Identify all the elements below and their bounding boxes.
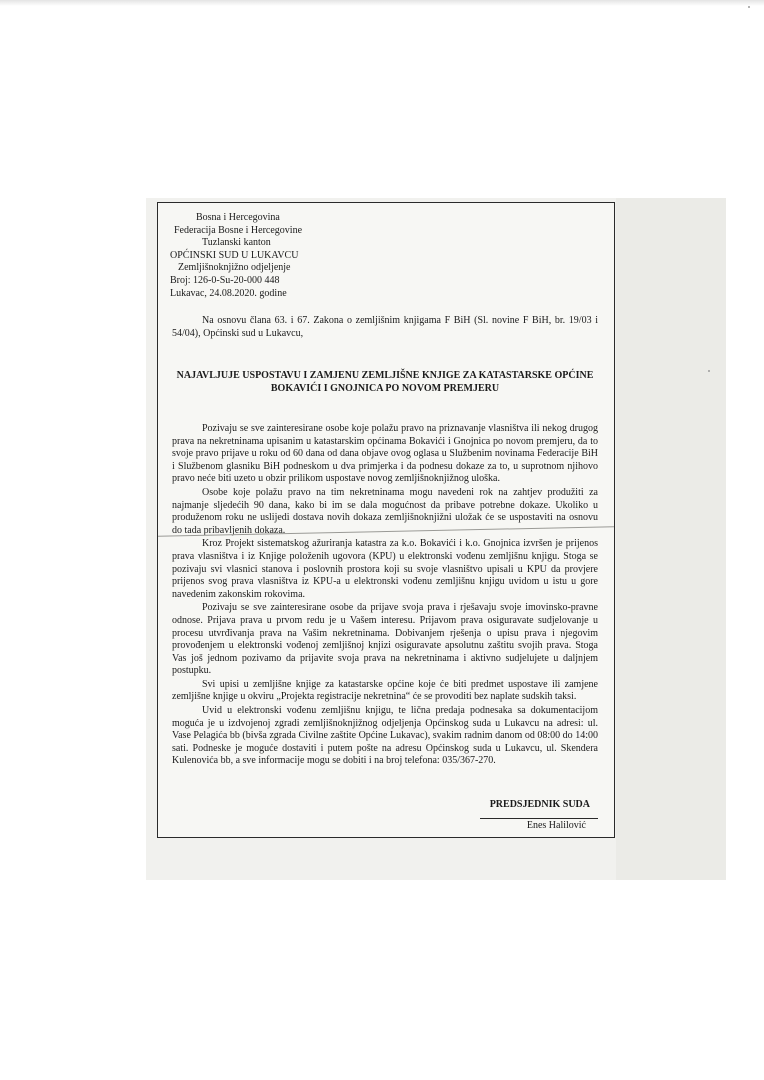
place-date: Lukavac, 24.08.2020. godine: [170, 287, 287, 299]
notice-body: [172, 423, 598, 769]
signature-block: [172, 799, 598, 832]
scan-top-edge: [0, 0, 764, 6]
court-header: [170, 212, 350, 300]
department-line: Zemljišnoknjižno odjeljenje: [178, 262, 291, 274]
signatory-name: Enes Halilović: [526, 819, 586, 831]
speck: [748, 6, 750, 8]
federation-line: Federacija Bosne i Hercegovine: [174, 224, 303, 236]
legal-basis: Na osnovu člana 63. i 67. Zakona o zemljišnim knjigama F BiH (Sl. novine F BiH, br. 19/03 i 54/04), Općinski sud u Lukavcu,: [172, 315, 598, 339]
adjacent-column-strip: [616, 198, 726, 880]
country-line: Bosna i Hercegovina: [196, 212, 280, 223]
paragraph-claim-rights: Pozivaju se sve zainteresirane osobe koje polažu pravo na priznavanje vlasništva ili nekog drugog prava na nekretninama upisanim u katastarskim općinama Bokavići i Gnojnica po novom premjeru, da to svoje pravo prijave u roku od 60 dana od dana objave ovog oglasa u Službenim novinama Federacije BiH i Službenom glasniku BiH podneskom u dva primjerka i da podnesu dokaze za to, u suprotnom njihovo pravo neće biti uzeto u obzir prilikom uspostave novog zemljišnoknjižnog uloška.: [172, 423, 598, 485]
signature-line: [480, 818, 598, 819]
speck: [708, 370, 710, 372]
paragraph-kpu-transfer: Kroz Projekt sistematskog ažuriranja katastra za k.o. Bokavići i k.o. Gnojnica izvršen je prijenos prava vlasništva i iz Knjige položenih ugovora (KPU) u elektronski vođenu zemljišnu knjigu. Stoga se pozivaju svi vlasnici stanova i poslovnih prostora koji su svoje vlasništvo upisali u KPU da provjere prijenos svog prava vlasništva iz KPU-a u elektronski vođenu zemljišnu knjigu uvidom u istu u gore navedenim zakonskim rokovima.: [172, 538, 598, 600]
reference-number: Broj: 126-0-Su-20-000 448: [170, 274, 280, 286]
court-name: OPĆINSKI SUD U LUKAVCU: [170, 249, 299, 261]
signatory-title: PREDSJEDNIK SUDA: [489, 799, 590, 810]
paragraph-invitation: Pozivaju se sve zainteresirane osobe da prijave svoja prava i rješavaju svoje imovinsko-pravne odnose. Prijava prava u prvom redu je u Vašem interesu. Prijavom prava osiguravate sudjelovanje u procesu utvrđivanja prava na Vašim nekretninama. Dobivanjem rješenja o upisu prava i njegovim provođenjem u elektronski vođenoj zemljišnoj knjizi osiguravate apsolutnu zaštitu svojih prava. Stoga Vas još jednom pozivamo da prijavite svoja prava na nekretninama i aktivno sudjelujete u daljnjem postupku.: [172, 602, 598, 677]
notice-title: NAJAVLJUJE USPOSTAVU I ZAMJENU ZEMLJIŠNE KNJIGE ZA KATASTARSKE OPĆINE BOKAVIĆI I GNOJNICA PO NOVOM PREMJERU: [176, 370, 594, 394]
paragraph-no-fees: Svi upisi u zemljišne knjige za katastarske općine koje će biti predmet uspostave ili zamjene zemljišne knjige u okviru „Projekta registracije nekretnina“ će se provoditi bez naplate sudskih taksi.: [172, 678, 598, 703]
court-notice: [157, 202, 615, 838]
paragraph-deadline-extension: Osobe koje polažu pravo na tim nekretninama mogu navedeni rok na zahtjev produžiti za najmanje sljedećih 90 dana, kako bi im se dala mogućnost da pribave potrebne dokaze. Ukoliko u produženom roku ne uslijedi dostava novih dokaza zemljišnoknjižni uložak će se uspostaviti na osnovu do tada pribavljenih dokaza.: [172, 486, 598, 536]
canton-line: Tuzlanski kanton: [202, 237, 271, 249]
paragraph-contact-info: Uvid u elektronski vođenu zemljišnu knjigu, te lična predaja podnesaka sa dokumentacijom moguća je u izdvojenoj zgradi zemljišnoknjižnog odjeljenja Općinskog suda u Lukavcu na adresi: ul. Vase Pelagića bb (bivša zgrada Civilne zaštite Općine Lukavac), svakim radnim danom od 08:00 do 14:00 sati. Podneske je moguće dostaviti i putem pošte na adresu Općinskog suda u Lukavcu, ul. Skendera Kulenovića bb, a sve informacije mogu se dobiti i na broj telefona: 035/367-270.: [172, 705, 598, 767]
